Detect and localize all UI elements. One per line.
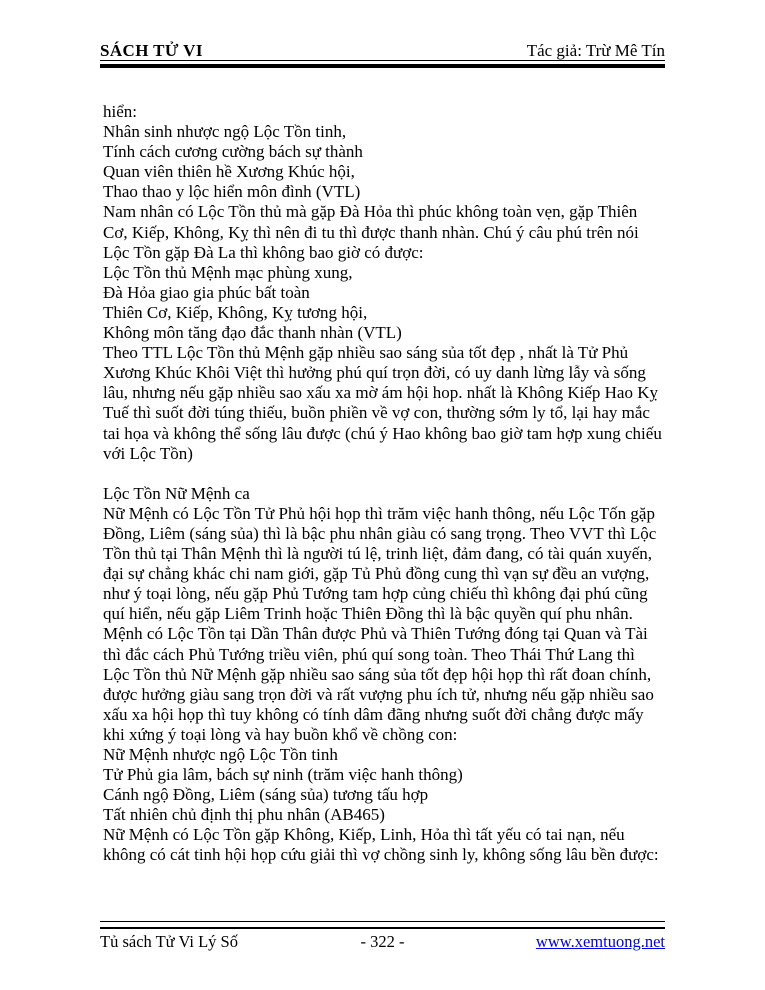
text-line: Tính cách cương cường bách sự thành xyxy=(103,142,363,162)
text-line: Mệnh có Lộc Tồn tại Dần Thân được Phủ và Thiên Tướng đóng tại Quan và Tài xyxy=(103,624,648,644)
text-line: đại sự chẳng khác chi nam giới, gặp Tủ Phủ đồng cung thì vạn sự đều an vượng, xyxy=(103,564,650,584)
text-line: Cánh ngộ Đồng, Liêm (sáng sủa) tương tấu hợp xyxy=(103,785,429,805)
text-line: Thiên Cơ, Kiếp, Không, Kỵ tương hội, xyxy=(103,302,368,322)
text-line: Nam nhân có Lộc Tồn thủ mà gặp Đà Hỏa thì phúc không toàn vẹn, gặp Thiên xyxy=(103,202,638,222)
website-link[interactable]: www.xemtuong.net xyxy=(535,932,665,951)
text-line: Xương Khúc Khôi Việt thì hưởng phú quí trọn đời, có uy danh lừng lẫy và sống xyxy=(103,363,646,383)
text-line: hiển: xyxy=(103,102,137,121)
text-line: Nữ Mệnh có Lộc Tồn gặp Không, Kiếp, Linh, Hỏa thì tất yếu có tai nạn, nếu xyxy=(103,825,625,845)
page-header xyxy=(100,42,665,60)
text-line: Không môn tăng đạo đắc thanh nhàn (VTL) xyxy=(103,323,402,343)
text-line: Đồng, Liêm (sáng sủa) thì là bậc phu nhân giàu có sang trọng. Theo VVT thì Lộc xyxy=(103,523,657,543)
text-line: không có cát tinh hội họp cứu giải thì vợ chồng sinh ly, không sống lâu bền được: xyxy=(103,845,659,865)
text-line: như ý toại lòng, nếu gặp Phủ Tướng tam hợp củng chiếu thì không đại phú cũng xyxy=(103,584,648,604)
text-line: quí hiển, nếu gặp Liêm Trinh hoặc Thiên Đồng thì là bậc quyền quí phu nhân. xyxy=(103,604,633,624)
text-line: Theo TTL Lộc Tồn thủ Mệnh gặp nhiều sao sáng sủa tốt đẹp , nhất là Tử Phủ xyxy=(103,343,629,363)
text-line: Tất nhiên chủ định thị phu nhân (AB465) xyxy=(103,805,385,825)
text-line: Lộc Tồn Nữ Mệnh ca xyxy=(103,483,250,503)
paragraph-block-2 xyxy=(103,484,683,866)
header-rule-thin xyxy=(100,60,665,61)
text-line: được hưởng giàu sang trọn đời và rất vượng phu ích tử, nhưng nếu gặp nhiều sao xyxy=(103,684,654,704)
paragraph-block-1 xyxy=(103,102,683,464)
text-line: Lộc Tồn thủ Mệnh mạc phùng xung, xyxy=(103,262,353,282)
body-text xyxy=(103,102,683,866)
text-line: xấu xa hội họp thì tuy không có tính dâm đãng nhưng suốt đời chẳng được mấy xyxy=(103,704,644,724)
footer-rule-thick xyxy=(100,927,665,929)
footer-rule-thin xyxy=(100,921,665,922)
text-line: với Lộc Tồn) xyxy=(103,443,193,463)
text-line: Tồn thủ tại Thân Mệnh thì là người tú lệ, trinh liệt, đảm đang, có tài quán xuyến, xyxy=(103,544,653,564)
text-line: Lộc Tồn gặp Đà La thì không bao giờ có được: xyxy=(103,242,424,262)
text-line: Nhân sinh nhược ngộ Lộc Tồn tinh, xyxy=(103,122,347,142)
blank-line xyxy=(103,464,683,484)
text-line: Tuế thì suốt đời túng thiếu, buồn phiền về vợ con, thường sớm ly tổ, lại hay mắc xyxy=(103,403,650,423)
series-title: Tủ sách Tử Vi Lý Số xyxy=(100,932,238,951)
header-rule-thick xyxy=(100,64,665,68)
text-line: tai họa và không thể sống lâu được (chú ý Hao không bao giờ tam hợp xung chiếu xyxy=(103,423,662,443)
text-line: khi xứng ý toại lòng và hay buồn khổ về chồng con: xyxy=(103,724,458,744)
text-line: Quan viên thiên hề Xương Khúc hội, xyxy=(103,162,355,182)
text-line: Đà Hỏa giao gia phúc bất toàn xyxy=(103,282,310,302)
text-line: Thao thao y lộc hiển môn đình (VTL) xyxy=(103,182,361,202)
text-line: Nữ Mệnh nhược ngộ Lộc Tồn tinh xyxy=(103,745,338,764)
text-line: Lộc Tồn thủ Nữ Mệnh gặp nhiều sao sáng sủa tốt đẹp hội họp thì rất đoan chính, xyxy=(103,664,652,684)
text-line: Cơ, Kiếp, Không, Kỵ thì nên đi tu thì được thanh nhàn. Chú ý câu phú trên nói xyxy=(103,222,639,242)
book-title: SÁCH TỬ VI xyxy=(100,41,203,60)
text-line: thì đắc cách Phủ Tướng triều viên, phú quí song toàn. Theo Thái Thứ Lang thì xyxy=(103,644,635,664)
author-credit: Tác giả: Trừ Mê Tín xyxy=(526,41,665,60)
text-line: Tử Phủ gia lâm, bách sự ninh (trăm việc hanh thông) xyxy=(103,765,463,785)
text-line: Nữ Mệnh có Lộc Tồn Tử Phủ hội họp thì trăm việc hanh thông, nếu Lộc Tốn gặp xyxy=(103,503,655,523)
page-number: - 322 - xyxy=(360,932,405,951)
page-footer xyxy=(100,932,665,952)
text-line: lâu, nhưng nếu gặp nhiều sao xấu xa mờ ám hội hop. nhất là Không Kiếp Hao Kỵ xyxy=(103,383,659,403)
